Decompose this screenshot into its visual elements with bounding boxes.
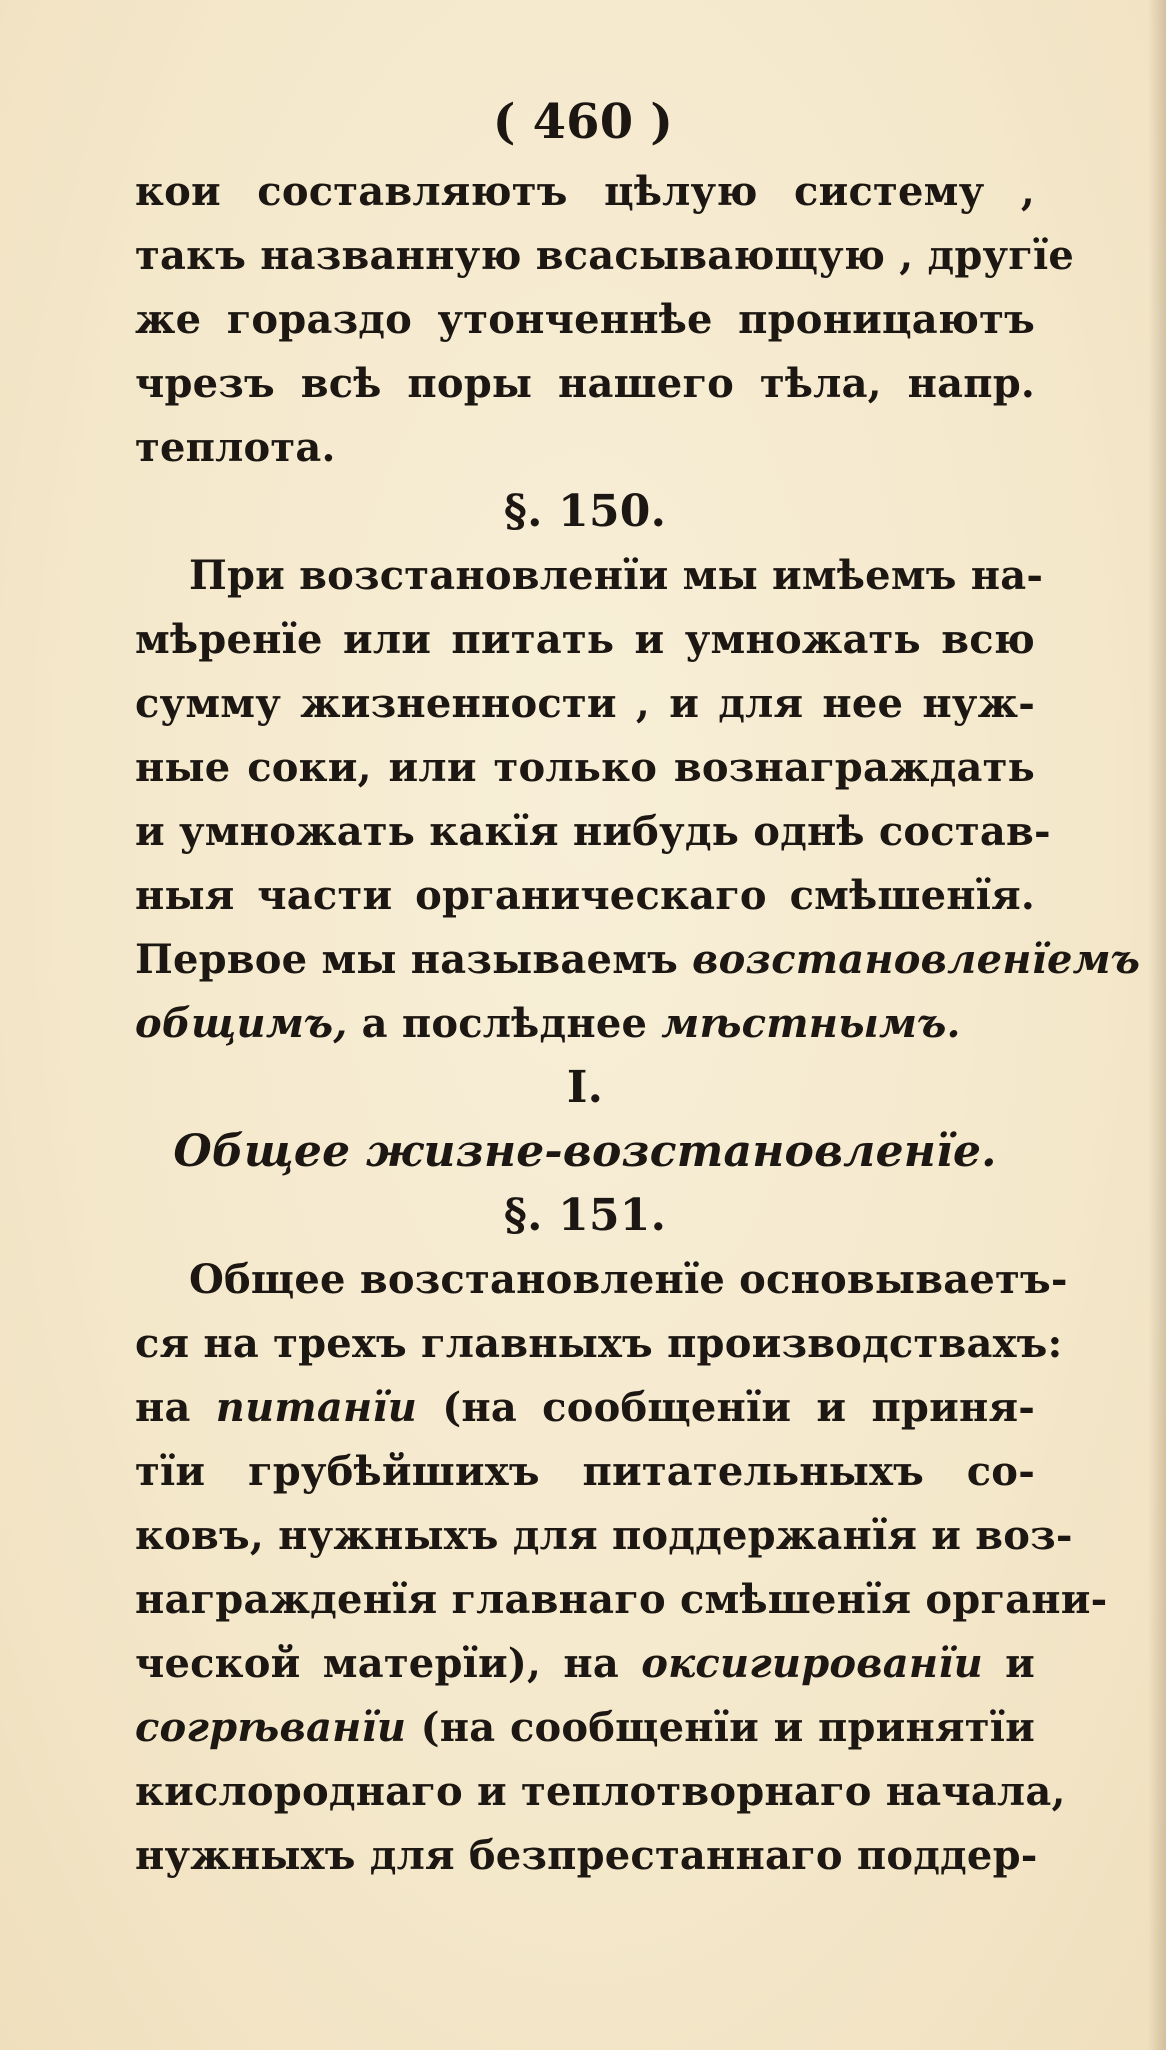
italic-term: возстановленїемъ <box>692 936 1141 983</box>
text-line <box>135 992 1035 1056</box>
chapter-title-text: Общее жизне-возстановленїе. <box>173 1126 997 1177</box>
text-run: а послѣднее <box>347 1000 662 1047</box>
text-line <box>135 928 1141 992</box>
text-run: тїи грубѣйшихъ питательныхъ со- <box>135 1448 1035 1495</box>
text-run: кои составляютъ цѣлую систему , <box>135 168 1035 215</box>
italic-term: общимъ, <box>135 1000 348 1047</box>
text-line <box>135 1440 1035 1504</box>
text-run: теплота. <box>135 424 336 471</box>
text-line <box>135 1696 1035 1760</box>
text-line <box>135 1248 1068 1312</box>
text-line <box>135 672 1035 736</box>
text-run: ные соки, или только вознаграждать <box>135 744 1035 791</box>
text-line <box>135 736 1035 800</box>
text-run: сумму жизненности , и для нее нуж- <box>135 680 1035 727</box>
text-run: такъ названную всасывающую , другїе <box>135 232 1075 279</box>
text-run: При возстановленїи мы имѣемъ на- <box>189 552 1044 599</box>
text-run: мѣренїе или питать и умножать всю <box>135 616 1035 663</box>
text-run: и <box>982 1640 1036 1687</box>
text-run: награжденїя главнаго смѣшенїя органи- <box>135 1576 1108 1623</box>
text-run: нужныхъ для безпрестаннаго поддер- <box>135 1832 1038 1879</box>
text-line <box>135 864 1035 928</box>
section-mark <box>135 1184 1035 1248</box>
text-line <box>135 416 1035 480</box>
page-edge-shadow <box>1148 0 1166 2050</box>
text-run: кислороднаго и теплотворнаго начала, <box>135 1768 1066 1815</box>
italic-term: согрѣванїи <box>135 1704 407 1751</box>
italic-term: питанїи <box>215 1384 418 1431</box>
text-line <box>135 288 1035 352</box>
text-run: (на сообщенїи и приня- <box>417 1384 1035 1431</box>
chapter-title <box>135 1120 1035 1184</box>
text-line <box>135 544 1044 608</box>
text-line <box>135 1568 1108 1632</box>
text-line <box>135 608 1035 672</box>
text-line <box>135 1376 1035 1440</box>
text-run: на <box>135 1384 216 1431</box>
section-number: §. 151. <box>503 1190 667 1241</box>
section-number: §. 150. <box>503 486 667 537</box>
page-number: ( 460 ) <box>492 94 674 150</box>
roman-numeral: I. <box>566 1062 604 1113</box>
text-line <box>135 800 1051 864</box>
text-line <box>135 1504 1073 1568</box>
text-run: ческой матерїи), на <box>135 1640 642 1687</box>
text-run: ся на трехъ главныхъ производствахъ: <box>135 1320 1063 1367</box>
text-run: (на сообщенїи и принятїи <box>406 1704 1035 1751</box>
text-line <box>135 224 1075 288</box>
text-line <box>135 1632 1035 1696</box>
text-run: и умножать какїя нибудь однѣ состав- <box>135 808 1051 855</box>
text-run: же гораздо утонченнѣе проницаютъ <box>135 296 1035 343</box>
text-run: ковъ, нужныхъ для поддержанїя и воз- <box>135 1512 1073 1559</box>
body-text <box>135 160 1141 1888</box>
text-line <box>135 1312 1063 1376</box>
chapter-number <box>135 1056 1035 1120</box>
text-run: ныя части органическаго смѣшенїя. <box>135 872 1035 919</box>
text-run: Первое мы называемъ <box>135 936 693 983</box>
text-run: Общее возстановленїе основываетъ- <box>189 1256 1068 1303</box>
text-run: чрезъ всѣ поры нашего тѣла, напр. <box>135 360 1035 407</box>
italic-term: мѣстнымъ. <box>661 1000 961 1047</box>
section-mark <box>135 480 1035 544</box>
text-line <box>135 352 1035 416</box>
text-line <box>135 1760 1066 1824</box>
italic-term: оксигированїи <box>641 1640 983 1687</box>
text-line <box>135 1824 1038 1888</box>
text-line <box>135 160 1035 224</box>
